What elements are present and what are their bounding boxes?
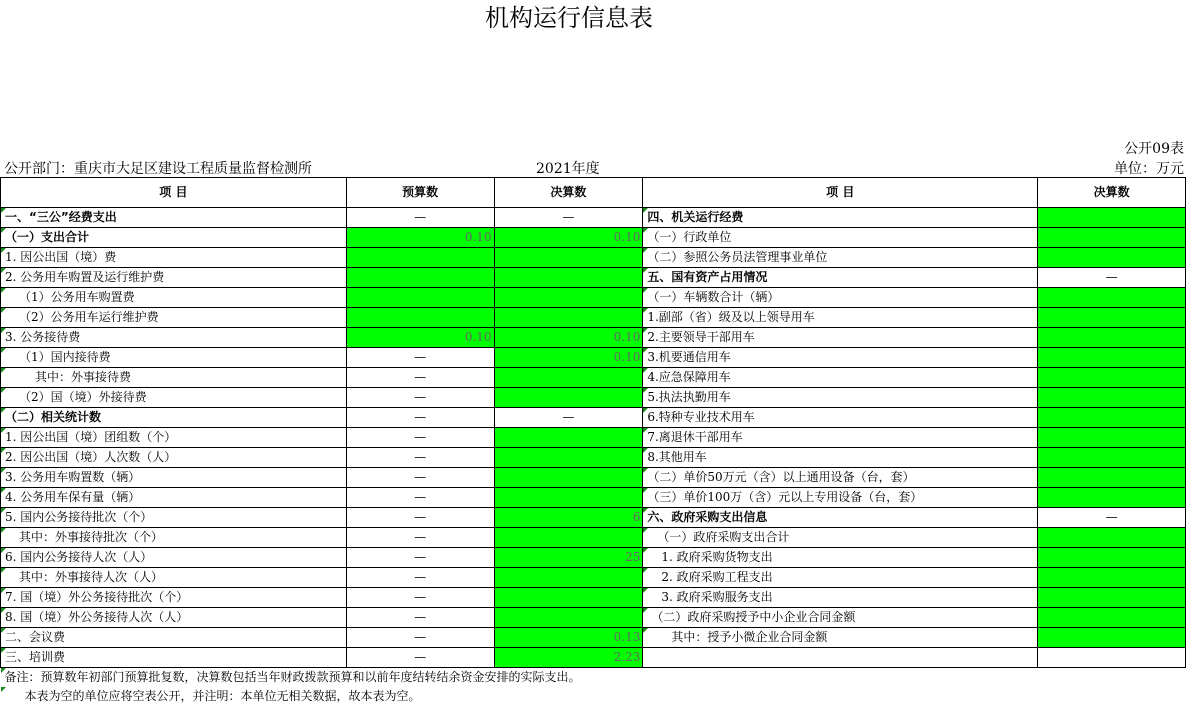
final-value: — (494, 208, 643, 228)
final-value-right (1038, 568, 1186, 588)
final-value-right: — (1038, 268, 1186, 288)
item-label-right: （一）政府采购支出合计 (643, 528, 1038, 548)
year-label: 2021年度 (536, 161, 600, 177)
final-value (494, 248, 643, 268)
final-value (494, 388, 643, 408)
table-row (1, 388, 1186, 408)
item-label: 三、培训费 (1, 648, 347, 668)
table-row (1, 288, 1186, 308)
table-row (1, 448, 1186, 468)
budget-value: — (346, 508, 494, 528)
item-label: 二、会议费 (1, 628, 347, 648)
item-label-right: 其中：授予小微企业合同金额 (643, 628, 1038, 648)
final-value-right (1038, 608, 1186, 628)
final-value (494, 308, 643, 328)
table-row (1, 208, 1186, 228)
budget-value (346, 268, 494, 288)
final-value: 0.10 (494, 228, 643, 248)
item-label: （2）国（境）外接待费 (1, 388, 347, 408)
table-row (1, 408, 1186, 428)
table-row (1, 528, 1186, 548)
budget-value: — (346, 448, 494, 468)
table-row (1, 268, 1186, 288)
budget-value: — (346, 388, 494, 408)
table-code: 公开09表 (1124, 141, 1184, 157)
final-value: 0.13 (494, 628, 643, 648)
department-label: 公开部门：重庆市大足区建设工程质量监督检测所 (4, 161, 312, 177)
table-row (1, 348, 1186, 368)
item-label-right: 2. 政府采购工程支出 (643, 568, 1038, 588)
budget-value (346, 308, 494, 328)
item-label-right: 六、政府采购支出信息 (643, 508, 1038, 528)
item-label: 4. 公务用车保有量（辆） (1, 488, 347, 508)
final-value-right (1038, 628, 1186, 648)
table-row (1, 608, 1186, 628)
header-row (1, 178, 1186, 208)
final-value-right (1038, 468, 1186, 488)
final-value-right (1038, 448, 1186, 468)
final-value (494, 268, 643, 288)
item-label: 2. 公务用车购置及运行维护费 (1, 268, 347, 288)
header-final: 决算数 (494, 178, 643, 208)
final-value-right (1038, 208, 1186, 228)
item-label: 2. 因公出国（境）人次数（人） (1, 448, 347, 468)
final-value-right (1038, 308, 1186, 328)
item-label: 3. 公务接待费 (1, 328, 347, 348)
page-title: 机构运行信息表 (485, 4, 653, 32)
final-value (494, 488, 643, 508)
table-row (1, 308, 1186, 328)
item-label-right: （二）单价50万元（含）以上通用设备（台，套） (643, 468, 1038, 488)
final-value-right (1038, 548, 1186, 568)
info-table (0, 177, 1186, 706)
table-note: 备注：预算数年初部门预算批复数，决算数包括当年财政拨款预算和以前年度结转结余资金安排的实际支出。 (1, 668, 1186, 688)
budget-value (346, 248, 494, 268)
final-value (494, 448, 643, 468)
item-label: （1）公务用车购置费 (1, 288, 347, 308)
final-value-right (1038, 248, 1186, 268)
item-label-right: 6.特种专业技术用车 (643, 408, 1038, 428)
item-label: 其中：外事接待费 (1, 368, 347, 388)
item-label-right: 1. 政府采购货物支出 (643, 548, 1038, 568)
item-label-right: 1.副部（省）级及以上领导用车 (643, 308, 1038, 328)
final-value (494, 568, 643, 588)
header-budget: 预算数 (346, 178, 494, 208)
budget-value: — (346, 428, 494, 448)
item-label: （2）公务用车运行维护费 (1, 308, 347, 328)
final-value-right (1038, 388, 1186, 408)
item-label: 3. 公务用车购置数（辆） (1, 468, 347, 488)
final-value: 2.23 (494, 648, 643, 668)
budget-value: — (346, 648, 494, 668)
table-row (1, 628, 1186, 648)
final-value: 0.10 (494, 328, 643, 348)
budget-value (346, 288, 494, 308)
table-row (1, 328, 1186, 348)
table-row (1, 548, 1186, 568)
item-label-right: 8.其他用车 (643, 448, 1038, 468)
note-row (1, 668, 1186, 688)
item-label-right: 4.应急保障用车 (643, 368, 1038, 388)
table-row (1, 228, 1186, 248)
final-value: 25 (494, 548, 643, 568)
item-label-right: 5.执法执勤用车 (643, 388, 1038, 408)
table-note: 本表为空的单位应将空表公开，并注明：本单位无相关数据，故本表为空。 (1, 687, 1186, 706)
table-row (1, 588, 1186, 608)
final-value-right (1038, 408, 1186, 428)
final-value (494, 588, 643, 608)
final-value (494, 468, 643, 488)
item-label-right: （一）车辆数合计（辆） (643, 288, 1038, 308)
final-value (494, 608, 643, 628)
final-value: 0.10 (494, 348, 643, 368)
table-row (1, 568, 1186, 588)
final-value-right (1038, 288, 1186, 308)
item-label-right: （二）政府采购授予中小企业合同金额 (643, 608, 1038, 628)
item-label: 5. 国内公务接待批次（个） (1, 508, 347, 528)
final-value-right (1038, 488, 1186, 508)
item-label-right: 3.机要通信用车 (643, 348, 1038, 368)
header-item: 项 目 (1, 178, 347, 208)
final-value-right (1038, 588, 1186, 608)
budget-value: — (346, 208, 494, 228)
budget-value: — (346, 468, 494, 488)
table-row (1, 468, 1186, 488)
table-row (1, 508, 1186, 528)
table-row (1, 428, 1186, 448)
final-value: 6 (494, 508, 643, 528)
final-value-right (1038, 228, 1186, 248)
final-value (494, 368, 643, 388)
final-value-right (1038, 528, 1186, 548)
item-label: 1. 因公出国（境）团组数（个） (1, 428, 347, 448)
item-label-right: （一）行政单位 (643, 228, 1038, 248)
final-value: — (494, 408, 643, 428)
item-label: 7. 国（境）外公务接待批次（个） (1, 588, 347, 608)
final-value (494, 288, 643, 308)
item-label: （一）支出合计 (1, 228, 347, 248)
budget-value: — (346, 348, 494, 368)
budget-value: — (346, 548, 494, 568)
item-label: （二）相关统计数 (1, 408, 347, 428)
unit-label: 单位：万元 (1114, 161, 1184, 177)
table-row (1, 248, 1186, 268)
item-label-right (643, 648, 1038, 668)
final-value-right (1038, 348, 1186, 368)
item-label: （1）国内接待费 (1, 348, 347, 368)
item-label: 一、“三公”经费支出 (1, 208, 347, 228)
item-label-right: 五、国有资产占用情况 (643, 268, 1038, 288)
budget-value: — (346, 368, 494, 388)
budget-value: 0.10 (346, 328, 494, 348)
final-value-right (1038, 328, 1186, 348)
budget-value: — (346, 528, 494, 548)
table-row (1, 368, 1186, 388)
budget-value: — (346, 628, 494, 648)
item-label-right: 四、机关运行经费 (643, 208, 1038, 228)
final-value (494, 528, 643, 548)
table-row (1, 488, 1186, 508)
budget-value: — (346, 568, 494, 588)
item-label: 其中：外事接待人次（人） (1, 568, 347, 588)
budget-value: — (346, 588, 494, 608)
final-value (494, 428, 643, 448)
final-value-right (1038, 368, 1186, 388)
item-label-right: 3. 政府采购服务支出 (643, 588, 1038, 608)
budget-value: — (346, 408, 494, 428)
header-final-right: 决算数 (1038, 178, 1186, 208)
final-value-right: — (1038, 508, 1186, 528)
budget-value: 0.10 (346, 228, 494, 248)
item-label: 其中：外事接待批次（个） (1, 528, 347, 548)
note-row (1, 687, 1186, 706)
item-label-right: （二）参照公务员法管理事业单位 (643, 248, 1038, 268)
item-label-right: （三）单价100万（含）元以上专用设备（台，套） (643, 488, 1038, 508)
table-row (1, 648, 1186, 668)
final-value-right (1038, 648, 1186, 668)
item-label: 6. 国内公务接待人次（人） (1, 548, 347, 568)
final-value-right (1038, 428, 1186, 448)
item-label-right: 7.离退休干部用车 (643, 428, 1038, 448)
header-item-right: 项 目 (643, 178, 1038, 208)
item-label: 8. 国（境）外公务接待人次（人） (1, 608, 347, 628)
item-label: 1. 因公出国（境）费 (1, 248, 347, 268)
budget-value: — (346, 488, 494, 508)
item-label-right: 2.主要领导干部用车 (643, 328, 1038, 348)
budget-value: — (346, 608, 494, 628)
